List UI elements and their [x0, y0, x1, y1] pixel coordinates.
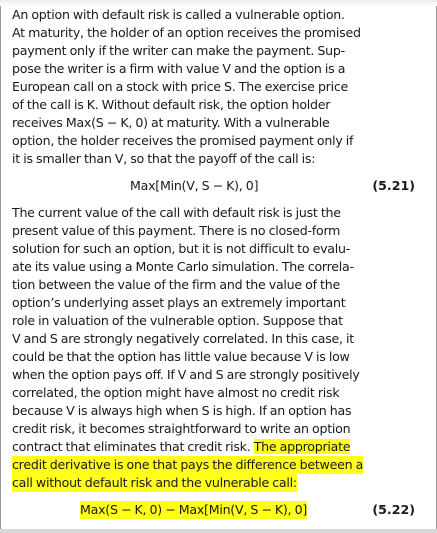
- text-line: could be that the option has little value because V is low: [12, 349, 350, 364]
- text-line: At maturity, the holder of an option receives the promised: [12, 25, 361, 40]
- equation-expression-highlighted: Max(S − K, 0) − Max[Min(V, S − K), 0]: [80, 502, 307, 517]
- text-line: An option with default risk is called a vulnerable option.: [12, 7, 345, 22]
- paragraph-valuation-discussion: [12, 204, 427, 492]
- text-line: European call on a stock with price S. The exercise price: [12, 79, 349, 94]
- equation-number: (5.22): [372, 502, 415, 517]
- text-line: option’s underlying asset plays an extremely important: [12, 295, 346, 310]
- equation-5-22: [12, 501, 427, 519]
- text-line: receives Max(S − K, 0) at maturity. With a vulnerable: [12, 115, 330, 130]
- text-line: role in valuation of the vulnerable option. Suppose that: [12, 313, 343, 328]
- text-line: when the option pays off. If V and S are strongly positively: [12, 367, 360, 382]
- text-line: because V is always high when S is high. If an option has: [12, 403, 352, 418]
- text-line: V and S are strongly negatively correlated. In this case, it: [12, 331, 354, 346]
- text-line: solution for such an option, but it is not difficult to evalu-: [12, 241, 351, 256]
- equation-number: (5.21): [372, 178, 415, 193]
- equation-expression: Max[Min(V, S − K), 0]: [130, 178, 259, 193]
- highlighted-lines: [12, 456, 427, 492]
- plain-text-segment: contract that eliminates that credit risk.: [12, 439, 254, 454]
- bottom-edge-bar: [0, 529, 437, 533]
- text-line: present value of this payment. There is no closed-form: [12, 223, 341, 238]
- text-line: ate its value using a Monte Carlo simulation. The correla-: [12, 259, 354, 274]
- text-line: pose the writer is a firm with value V and the option is a: [12, 61, 346, 76]
- text-line: of the call is K. Without default risk, the option holder: [12, 97, 331, 112]
- text-line: option, the holder receives the promised payment only if: [12, 133, 354, 148]
- highlighted-text-line: call without default risk and the vulnerable call:: [12, 475, 297, 490]
- highlighted-text-line: credit derivative is one that pays the difference between a: [12, 457, 364, 472]
- highlighted-text-segment: The appropriate: [253, 439, 351, 454]
- text-line: The current value of the call with default risk is just the: [12, 205, 341, 220]
- text-line-partial-highlight: [12, 438, 427, 456]
- paragraph-vulnerable-option-definition: [12, 6, 427, 168]
- text-line: tion between the value of the firm and the value of the: [12, 277, 340, 292]
- document-body: [12, 6, 427, 519]
- text-line: credit risk, it becomes straightforward to write an option: [12, 421, 351, 436]
- text-line: correlated, the option might have almost no credit risk: [12, 385, 340, 400]
- equation-5-21: [12, 177, 427, 195]
- text-line: payment only if the writer can make the payment. Sup-: [12, 43, 345, 58]
- text-line: it is smaller than V, so that the payoff of the call is:: [12, 151, 316, 166]
